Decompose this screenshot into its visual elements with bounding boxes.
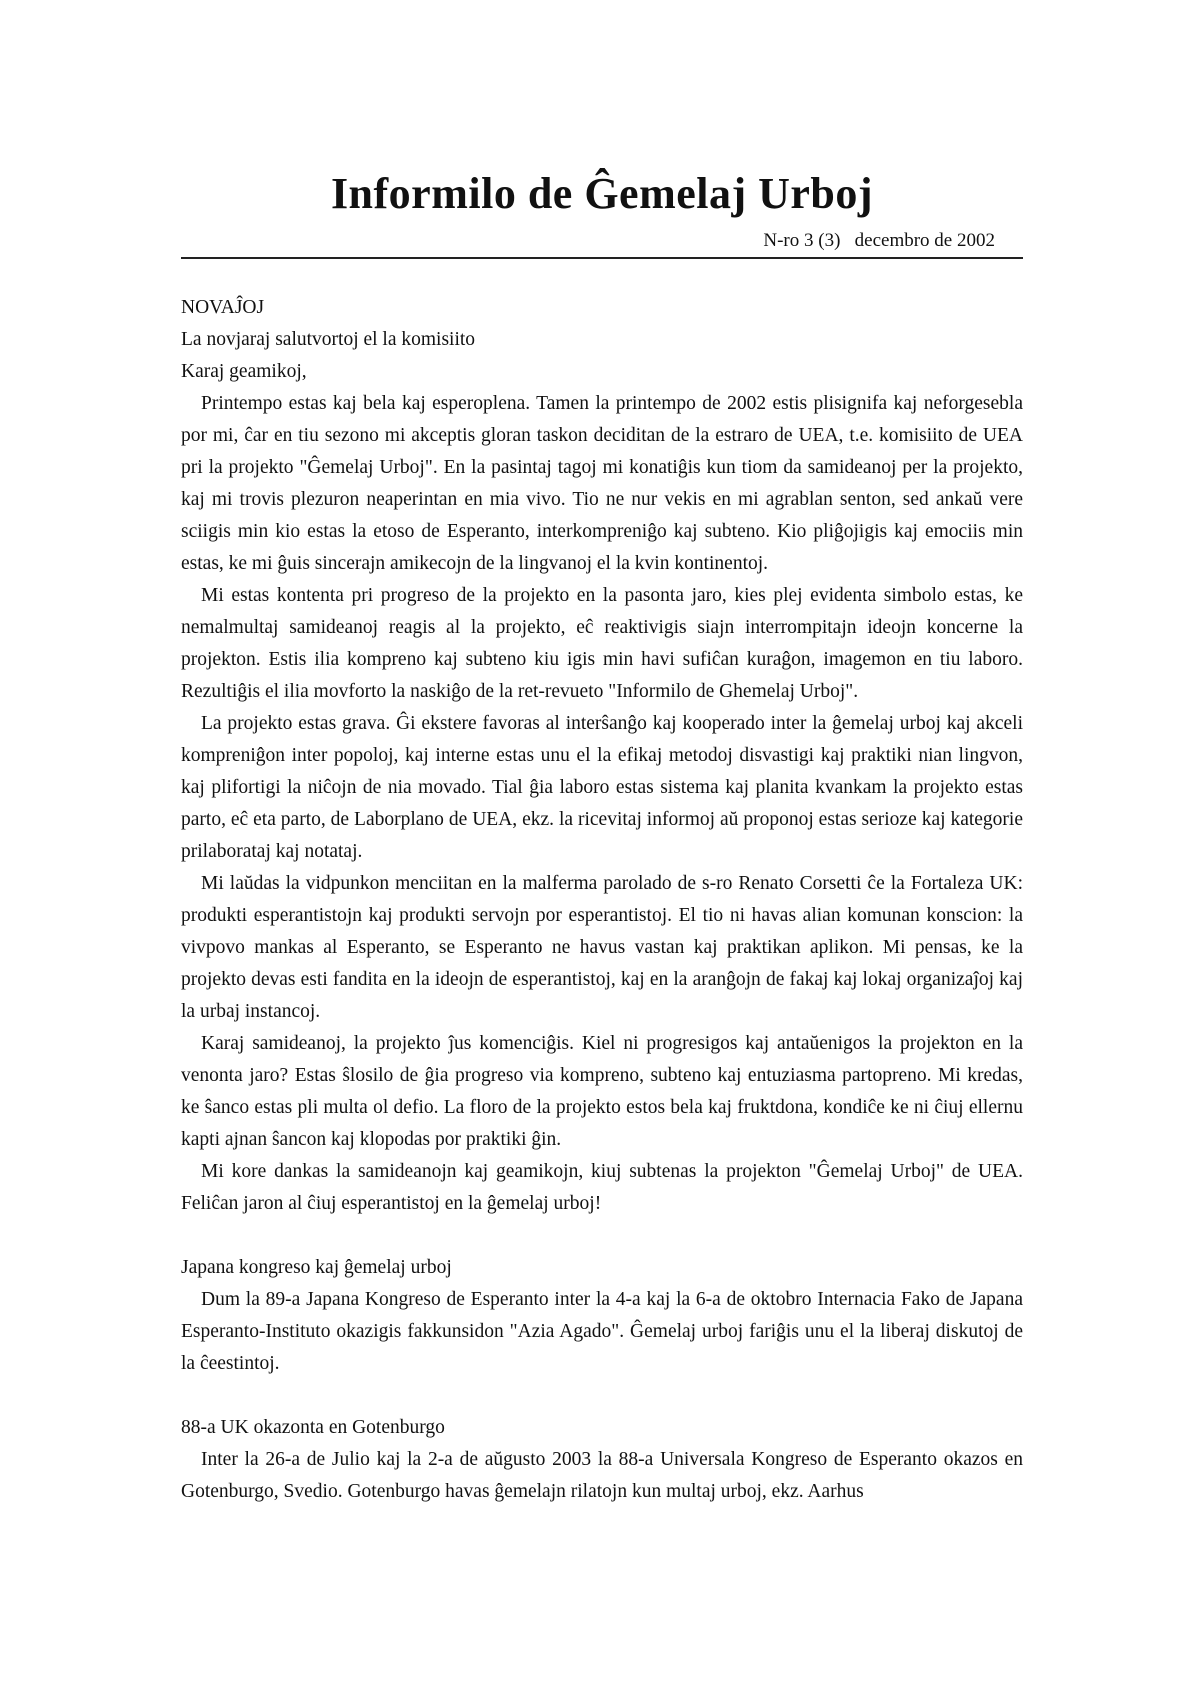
document-body	[181, 292, 1023, 1508]
paragraph: Dum la 89-a Japana Kongreso de Esperanto inter la 4-a kaj la 6-a de oktobro Internacia Fako de Japana Esperanto-Instituto okazigis fakkunsidon "Azia Agado". Ĝemelaj urboj fariĝis unu el la liberaj diskutoj de la ĉeestintoj.	[181, 1289, 1023, 1374]
newsletter-title: Informilo de Ĝemelaj Urboj	[330, 169, 874, 218]
paragraph: Mi kore dankas la samideanojn kaj geamikojn, kiuj subtenas la projekton "Ĝemelaj Urboj" de UEA. Feliĉan jaron al ĉiuj esperantistoj en la ĝemelaj urboj!	[181, 1161, 1023, 1214]
paragraph: La projekto estas grava. Ĝi ekstere favoras al interŝanĝo kaj kooperado inter la ĝemelaj urboj kaj akceli kompreniĝon inter popoloj, kaj interne estas unu el la efikaj metodoj disvastigi kaj praktiki nian lingvon, kaj plifortigi la niĉojn de nia movado. Tial ĝia laboro estas sistema kaj planita kvankam la projekto estas parto, eĉ eta parto, de Laborplano de UEA, ekz. la ricevitaj informoj aŭ proponoj estas serioze kaj kategorie prilaborataj kaj notataj.	[181, 713, 1023, 862]
salutation: Karaj geamikoj,	[181, 361, 307, 382]
paragraph: Mi laŭdas la vidpunkon menciitan en la malferma parolado de s-ro Renato Corsetti ĉe la Fortaleza UK: produkti esperantistojn kaj produkti servojn por esperantistoj. El tio ni havas alian komunan konscion: la vivpovo mankas al Esperanto, se Esperanto ne havus vastan kaj praktikan aplikon. Mi pensas, ke la projekto devas esti fandita en la ideojn de esperantistoj, kaj en la aranĝojn de fakaj kaj lokaj organizaĵoj kaj la urbaj instancoj.	[181, 873, 1023, 1022]
paragraph: Printempo estas kaj bela kaj esperoplena. Tamen la printempo de 2002 estis plisignifa kaj neforgesebla por mi, ĉar en tiu sezono mi akceptis gloran taskon deciditan de la estraro de UEA, t.e. komisiito de UEA pri la projekto "Ĝemelaj Urboj". En la pasintaj tagoj mi konatiĝis kun tiom da samideanoj per la projekto, kaj mi trovis plezuron neaperintan en mia vivo. Tio ne nur vekis en mi agrablan senton, sed ankaŭ vere sciigis min kio estas la etoso de Esperanto, interkompreniĝo kaj subteno. Kio pliĝojigis kaj emociis min estas, ke mi ĝuis sincerajn amikecojn de la lingvanoj el la kvin kontinentoj.	[181, 393, 1023, 574]
document-page	[181, 0, 1023, 1698]
paragraph: Karaj samideanoj, la projekto ĵus komenciĝis. Kiel ni progresigos kaj antaŭenigos la projekton en la venonta jaro? Estas ŝlosilo de ĝia progreso via kompreno, subteno kaj entuziasma partopreno. Mi kredas, ke ŝanco estas pli multa ol defio. La floro de la projekto estos bela kaj fruktdona, kondiĉe ke ni ĉiuj ellernu kapti ajnan ŝancon kaj klopodas por praktiki ĝin.	[181, 1033, 1023, 1150]
article-heading: La novjaraj salutvortoj el la komisiito	[181, 329, 476, 350]
issue-number-date: N-ro 3 (3) decembro de 2002	[763, 230, 995, 251]
paragraph: Mi estas kontenta pri progreso de la projekto en la pasonta jaro, kies plej evidenta simbolo estas, ke nemalmultaj samideanoj reagis al la projekto, eĉ reaktivigis siajn interrompitajn ideojn koncerne la projekton. Estis ilia kompreno kaj subteno kiu igis min havi sufiĉan kuraĝon, imagemon en tiu laboro. Rezultiĝis el ilia movforto la naskiĝo de la ret-revueto "Informilo de Ghemelaj Urboj".	[181, 585, 1023, 702]
paragraph: Inter la 26-a de Julio kaj la 2-a de aŭgusto 2003 la 88-a Universala Kongreso de Esperanto okazos en Gotenburgo, Svedio. Gotenburgo havas ĝemelajn rilatojn kun multaj urboj, ekz. Aarhus	[181, 1449, 1023, 1502]
article-heading: Japana kongreso kaj ĝemelaj urboj	[181, 1257, 452, 1278]
section-heading: NOVAĴOJ	[181, 297, 265, 318]
issue-header-rule	[181, 229, 1023, 259]
article-heading: 88-a UK okazonta en Gotenburgo	[181, 1417, 445, 1438]
